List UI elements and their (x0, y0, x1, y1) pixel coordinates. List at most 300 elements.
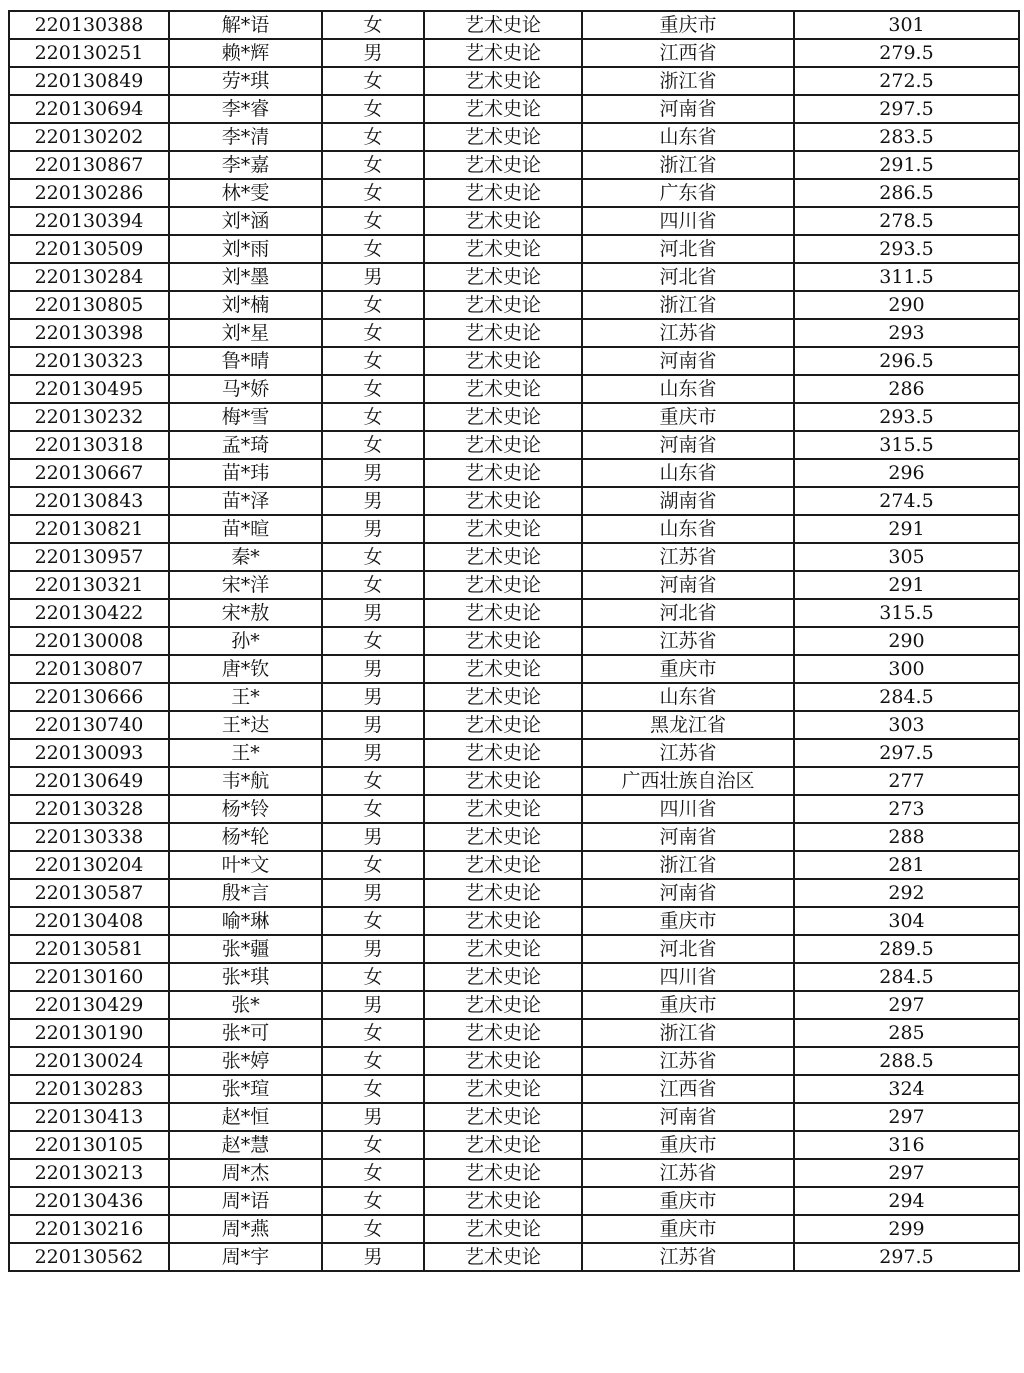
candidate-name-cell: 秦* (169, 543, 322, 571)
score-cell: 305 (794, 543, 1019, 571)
gender-cell: 女 (322, 963, 424, 991)
gender-cell: 男 (322, 39, 424, 67)
candidate-id-cell: 220130413 (9, 1103, 169, 1131)
gender-cell: 女 (322, 375, 424, 403)
candidate-name-cell: 张*瑄 (169, 1075, 322, 1103)
major-cell: 艺术史论 (424, 179, 582, 207)
major-cell: 艺术史论 (424, 1019, 582, 1047)
table-row (9, 1103, 1019, 1131)
province-cell: 河南省 (582, 1103, 794, 1131)
candidate-id-cell: 220130436 (9, 1187, 169, 1215)
province-cell: 浙江省 (582, 67, 794, 95)
score-cell: 290 (794, 291, 1019, 319)
gender-cell: 女 (322, 207, 424, 235)
province-cell: 山东省 (582, 515, 794, 543)
province-cell: 江苏省 (582, 1243, 794, 1271)
score-cell: 277 (794, 767, 1019, 795)
major-cell: 艺术史论 (424, 879, 582, 907)
candidate-name-cell: 孟*琦 (169, 431, 322, 459)
major-cell: 艺术史论 (424, 907, 582, 935)
gender-cell: 女 (322, 347, 424, 375)
candidate-name-cell: 宋*洋 (169, 571, 322, 599)
province-cell: 重庆市 (582, 403, 794, 431)
table-row (9, 207, 1019, 235)
score-cell: 297.5 (794, 95, 1019, 123)
major-cell: 艺术史论 (424, 235, 582, 263)
major-cell: 艺术史论 (424, 67, 582, 95)
score-cell: 273 (794, 795, 1019, 823)
major-cell: 艺术史论 (424, 515, 582, 543)
major-cell: 艺术史论 (424, 151, 582, 179)
major-cell: 艺术史论 (424, 739, 582, 767)
candidate-name-cell: 叶*文 (169, 851, 322, 879)
major-cell: 艺术史论 (424, 935, 582, 963)
score-cell: 296 (794, 459, 1019, 487)
candidate-id-cell: 220130740 (9, 711, 169, 739)
table-row (9, 795, 1019, 823)
province-cell: 河南省 (582, 571, 794, 599)
table-row (9, 907, 1019, 935)
score-cell: 291 (794, 515, 1019, 543)
candidate-name-cell: 宋*敖 (169, 599, 322, 627)
gender-cell: 男 (322, 879, 424, 907)
province-cell: 重庆市 (582, 1187, 794, 1215)
candidate-name-cell: 周*燕 (169, 1215, 322, 1243)
table-row (9, 963, 1019, 991)
province-cell: 河南省 (582, 879, 794, 907)
major-cell: 艺术史论 (424, 319, 582, 347)
candidate-id-cell: 220130213 (9, 1159, 169, 1187)
candidate-name-cell: 张*可 (169, 1019, 322, 1047)
major-cell: 艺术史论 (424, 95, 582, 123)
candidate-id-cell: 220130284 (9, 263, 169, 291)
gender-cell: 女 (322, 1159, 424, 1187)
candidate-name-cell: 苗*暄 (169, 515, 322, 543)
major-cell: 艺术史论 (424, 1131, 582, 1159)
score-cell: 324 (794, 1075, 1019, 1103)
major-cell: 艺术史论 (424, 459, 582, 487)
candidate-name-cell: 殷*言 (169, 879, 322, 907)
table-row (9, 95, 1019, 123)
major-cell: 艺术史论 (424, 795, 582, 823)
candidate-id-cell: 220130093 (9, 739, 169, 767)
score-cell: 300 (794, 655, 1019, 683)
candidate-id-cell: 220130232 (9, 403, 169, 431)
table-row (9, 319, 1019, 347)
candidate-id-cell: 220130388 (9, 11, 169, 39)
gender-cell: 男 (322, 823, 424, 851)
gender-cell: 女 (322, 291, 424, 319)
major-cell: 艺术史论 (424, 683, 582, 711)
candidate-name-cell: 孙* (169, 627, 322, 655)
gender-cell: 男 (322, 1243, 424, 1271)
candidate-id-cell: 220130204 (9, 851, 169, 879)
candidate-id-cell: 220130649 (9, 767, 169, 795)
table-row (9, 627, 1019, 655)
candidate-name-cell: 周*杰 (169, 1159, 322, 1187)
candidate-id-cell: 220130694 (9, 95, 169, 123)
table-row (9, 991, 1019, 1019)
province-cell: 广东省 (582, 179, 794, 207)
table-row (9, 1187, 1019, 1215)
province-cell: 浙江省 (582, 291, 794, 319)
major-cell: 艺术史论 (424, 823, 582, 851)
major-cell: 艺术史论 (424, 1159, 582, 1187)
major-cell: 艺术史论 (424, 963, 582, 991)
major-cell: 艺术史论 (424, 711, 582, 739)
score-cell: 303 (794, 711, 1019, 739)
candidate-name-cell: 张*婷 (169, 1047, 322, 1075)
table-row (9, 1131, 1019, 1159)
score-cell: 286.5 (794, 179, 1019, 207)
table-row (9, 935, 1019, 963)
province-cell: 河北省 (582, 235, 794, 263)
candidate-id-cell: 220130843 (9, 487, 169, 515)
candidate-name-cell: 刘*涵 (169, 207, 322, 235)
gender-cell: 女 (322, 431, 424, 459)
province-cell: 湖南省 (582, 487, 794, 515)
score-cell: 316 (794, 1131, 1019, 1159)
candidate-name-cell: 赵*恒 (169, 1103, 322, 1131)
table-row (9, 1243, 1019, 1271)
candidate-name-cell: 刘*墨 (169, 263, 322, 291)
candidate-id-cell: 220130160 (9, 963, 169, 991)
major-cell: 艺术史论 (424, 263, 582, 291)
province-cell: 浙江省 (582, 151, 794, 179)
candidate-name-cell: 张* (169, 991, 322, 1019)
candidate-id-cell: 220130398 (9, 319, 169, 347)
gender-cell: 女 (322, 543, 424, 571)
table-row (9, 347, 1019, 375)
score-cell: 299 (794, 1215, 1019, 1243)
candidate-name-cell: 赵*慧 (169, 1131, 322, 1159)
candidate-id-cell: 220130283 (9, 1075, 169, 1103)
table-row (9, 1047, 1019, 1075)
major-cell: 艺术史论 (424, 39, 582, 67)
score-cell: 285 (794, 1019, 1019, 1047)
gender-cell: 女 (322, 627, 424, 655)
gender-cell: 男 (322, 263, 424, 291)
score-cell: 290 (794, 627, 1019, 655)
province-cell: 江西省 (582, 39, 794, 67)
candidate-name-cell: 李*清 (169, 123, 322, 151)
score-cell: 297 (794, 991, 1019, 1019)
gender-cell: 女 (322, 795, 424, 823)
gender-cell: 男 (322, 935, 424, 963)
candidate-name-cell: 马*娇 (169, 375, 322, 403)
gender-cell: 男 (322, 739, 424, 767)
score-cell: 315.5 (794, 599, 1019, 627)
score-cell: 291.5 (794, 151, 1019, 179)
table-row (9, 375, 1019, 403)
gender-cell: 男 (322, 683, 424, 711)
province-cell: 河南省 (582, 431, 794, 459)
score-cell: 281 (794, 851, 1019, 879)
major-cell: 艺术史论 (424, 1215, 582, 1243)
province-cell: 江苏省 (582, 319, 794, 347)
candidate-id-cell: 220130867 (9, 151, 169, 179)
score-cell: 304 (794, 907, 1019, 935)
score-cell: 297 (794, 1103, 1019, 1131)
gender-cell: 女 (322, 1019, 424, 1047)
province-cell: 四川省 (582, 963, 794, 991)
table-row (9, 39, 1019, 67)
major-cell: 艺术史论 (424, 627, 582, 655)
score-cell: 294 (794, 1187, 1019, 1215)
major-cell: 艺术史论 (424, 599, 582, 627)
score-cell: 288 (794, 823, 1019, 851)
major-cell: 艺术史论 (424, 543, 582, 571)
major-cell: 艺术史论 (424, 1047, 582, 1075)
candidate-name-cell: 王* (169, 739, 322, 767)
candidate-name-cell: 梅*雪 (169, 403, 322, 431)
candidate-id-cell: 220130024 (9, 1047, 169, 1075)
candidate-name-cell: 王*达 (169, 711, 322, 739)
candidate-id-cell: 220130328 (9, 795, 169, 823)
score-cell: 289.5 (794, 935, 1019, 963)
gender-cell: 男 (322, 991, 424, 1019)
table-row (9, 487, 1019, 515)
candidate-name-cell: 苗*泽 (169, 487, 322, 515)
province-cell: 山东省 (582, 459, 794, 487)
candidate-id-cell: 220130849 (9, 67, 169, 95)
candidate-name-cell: 赖*辉 (169, 39, 322, 67)
candidate-id-cell: 220130008 (9, 627, 169, 655)
major-cell: 艺术史论 (424, 1243, 582, 1271)
score-cell: 284.5 (794, 683, 1019, 711)
candidate-id-cell: 220130581 (9, 935, 169, 963)
gender-cell: 女 (322, 851, 424, 879)
candidate-name-cell: 苗*玮 (169, 459, 322, 487)
table-row (9, 291, 1019, 319)
candidate-id-cell: 220130666 (9, 683, 169, 711)
score-cell: 291 (794, 571, 1019, 599)
province-cell: 山东省 (582, 683, 794, 711)
province-cell: 黑龙江省 (582, 711, 794, 739)
major-cell: 艺术史论 (424, 123, 582, 151)
candidate-id-cell: 220130338 (9, 823, 169, 851)
gender-cell: 女 (322, 1075, 424, 1103)
candidate-score-table (8, 10, 1020, 1272)
table-row (9, 67, 1019, 95)
candidate-id-cell: 220130821 (9, 515, 169, 543)
candidate-id-cell: 220130216 (9, 1215, 169, 1243)
province-cell: 重庆市 (582, 11, 794, 39)
province-cell: 江苏省 (582, 1047, 794, 1075)
gender-cell: 女 (322, 319, 424, 347)
gender-cell: 女 (322, 11, 424, 39)
table-row (9, 571, 1019, 599)
major-cell: 艺术史论 (424, 1187, 582, 1215)
gender-cell: 女 (322, 95, 424, 123)
score-cell: 292 (794, 879, 1019, 907)
gender-cell: 女 (322, 151, 424, 179)
candidate-id-cell: 220130429 (9, 991, 169, 1019)
major-cell: 艺术史论 (424, 487, 582, 515)
table-row (9, 151, 1019, 179)
table-row (9, 515, 1019, 543)
candidate-id-cell: 220130323 (9, 347, 169, 375)
table-row (9, 823, 1019, 851)
candidate-id-cell: 220130394 (9, 207, 169, 235)
province-cell: 重庆市 (582, 655, 794, 683)
candidate-name-cell: 杨*轮 (169, 823, 322, 851)
province-cell: 四川省 (582, 795, 794, 823)
candidate-name-cell: 王* (169, 683, 322, 711)
score-cell: 311.5 (794, 263, 1019, 291)
table-body (9, 11, 1019, 1271)
province-cell: 四川省 (582, 207, 794, 235)
candidate-name-cell: 劳*琪 (169, 67, 322, 95)
major-cell: 艺术史论 (424, 571, 582, 599)
candidate-id-cell: 220130202 (9, 123, 169, 151)
major-cell: 艺术史论 (424, 403, 582, 431)
province-cell: 河南省 (582, 823, 794, 851)
table-row (9, 683, 1019, 711)
gender-cell: 男 (322, 487, 424, 515)
major-cell: 艺术史论 (424, 851, 582, 879)
table-row (9, 879, 1019, 907)
score-cell: 297 (794, 1159, 1019, 1187)
score-cell: 315.5 (794, 431, 1019, 459)
gender-cell: 男 (322, 655, 424, 683)
table-row (9, 235, 1019, 263)
major-cell: 艺术史论 (424, 11, 582, 39)
gender-cell: 男 (322, 711, 424, 739)
table-row (9, 11, 1019, 39)
table-row (9, 655, 1019, 683)
gender-cell: 女 (322, 767, 424, 795)
province-cell: 河北省 (582, 599, 794, 627)
candidate-name-cell: 解*语 (169, 11, 322, 39)
gender-cell: 女 (322, 1047, 424, 1075)
table-row (9, 431, 1019, 459)
major-cell: 艺术史论 (424, 347, 582, 375)
province-cell: 江西省 (582, 1075, 794, 1103)
candidate-id-cell: 220130321 (9, 571, 169, 599)
score-cell: 293.5 (794, 403, 1019, 431)
province-cell: 浙江省 (582, 1019, 794, 1047)
candidate-name-cell: 周*宇 (169, 1243, 322, 1271)
gender-cell: 女 (322, 1187, 424, 1215)
candidate-id-cell: 220130495 (9, 375, 169, 403)
gender-cell: 男 (322, 599, 424, 627)
candidate-name-cell: 刘*星 (169, 319, 322, 347)
major-cell: 艺术史论 (424, 291, 582, 319)
table-row (9, 851, 1019, 879)
province-cell: 河北省 (582, 935, 794, 963)
candidate-name-cell: 鲁*晴 (169, 347, 322, 375)
score-cell: 297.5 (794, 1243, 1019, 1271)
table-row (9, 263, 1019, 291)
province-cell: 江苏省 (582, 627, 794, 655)
score-cell: 296.5 (794, 347, 1019, 375)
gender-cell: 女 (322, 235, 424, 263)
gender-cell: 男 (322, 1103, 424, 1131)
candidate-name-cell: 喻*琳 (169, 907, 322, 935)
table-row (9, 1159, 1019, 1187)
gender-cell: 男 (322, 515, 424, 543)
province-cell: 重庆市 (582, 991, 794, 1019)
score-cell: 286 (794, 375, 1019, 403)
candidate-id-cell: 220130190 (9, 1019, 169, 1047)
gender-cell: 女 (322, 907, 424, 935)
province-cell: 山东省 (582, 123, 794, 151)
candidate-name-cell: 唐*钦 (169, 655, 322, 683)
province-cell: 河南省 (582, 95, 794, 123)
gender-cell: 女 (322, 179, 424, 207)
table-row (9, 1019, 1019, 1047)
table-row (9, 459, 1019, 487)
major-cell: 艺术史论 (424, 1075, 582, 1103)
score-cell: 297.5 (794, 739, 1019, 767)
gender-cell: 女 (322, 403, 424, 431)
candidate-id-cell: 220130105 (9, 1131, 169, 1159)
score-cell: 283.5 (794, 123, 1019, 151)
candidate-id-cell: 220130251 (9, 39, 169, 67)
major-cell: 艺术史论 (424, 767, 582, 795)
candidate-name-cell: 杨*铃 (169, 795, 322, 823)
table-row (9, 739, 1019, 767)
candidate-name-cell: 张*疆 (169, 935, 322, 963)
score-cell: 278.5 (794, 207, 1019, 235)
table-row (9, 123, 1019, 151)
major-cell: 艺术史论 (424, 207, 582, 235)
score-cell: 288.5 (794, 1047, 1019, 1075)
candidate-name-cell: 李*睿 (169, 95, 322, 123)
major-cell: 艺术史论 (424, 375, 582, 403)
candidate-id-cell: 220130286 (9, 179, 169, 207)
candidate-id-cell: 220130587 (9, 879, 169, 907)
province-cell: 广西壮族自治区 (582, 767, 794, 795)
candidate-id-cell: 220130667 (9, 459, 169, 487)
province-cell: 河北省 (582, 263, 794, 291)
gender-cell: 女 (322, 123, 424, 151)
major-cell: 艺术史论 (424, 655, 582, 683)
candidate-id-cell: 220130318 (9, 431, 169, 459)
province-cell: 江苏省 (582, 543, 794, 571)
candidate-name-cell: 周*语 (169, 1187, 322, 1215)
major-cell: 艺术史论 (424, 1103, 582, 1131)
candidate-name-cell: 张*琪 (169, 963, 322, 991)
table-row (9, 403, 1019, 431)
score-cell: 284.5 (794, 963, 1019, 991)
score-cell: 272.5 (794, 67, 1019, 95)
province-cell: 浙江省 (582, 851, 794, 879)
province-cell: 山东省 (582, 375, 794, 403)
gender-cell: 女 (322, 1215, 424, 1243)
table-row (9, 543, 1019, 571)
gender-cell: 男 (322, 459, 424, 487)
score-cell: 279.5 (794, 39, 1019, 67)
major-cell: 艺术史论 (424, 991, 582, 1019)
candidate-id-cell: 220130422 (9, 599, 169, 627)
candidate-id-cell: 220130408 (9, 907, 169, 935)
table-row (9, 1215, 1019, 1243)
province-cell: 重庆市 (582, 1131, 794, 1159)
table-row (9, 1075, 1019, 1103)
province-cell: 河南省 (582, 347, 794, 375)
score-cell: 274.5 (794, 487, 1019, 515)
candidate-id-cell: 220130807 (9, 655, 169, 683)
candidate-id-cell: 220130562 (9, 1243, 169, 1271)
candidate-id-cell: 220130509 (9, 235, 169, 263)
table-row (9, 767, 1019, 795)
province-cell: 江苏省 (582, 739, 794, 767)
gender-cell: 女 (322, 67, 424, 95)
province-cell: 重庆市 (582, 1215, 794, 1243)
candidate-name-cell: 林*雯 (169, 179, 322, 207)
